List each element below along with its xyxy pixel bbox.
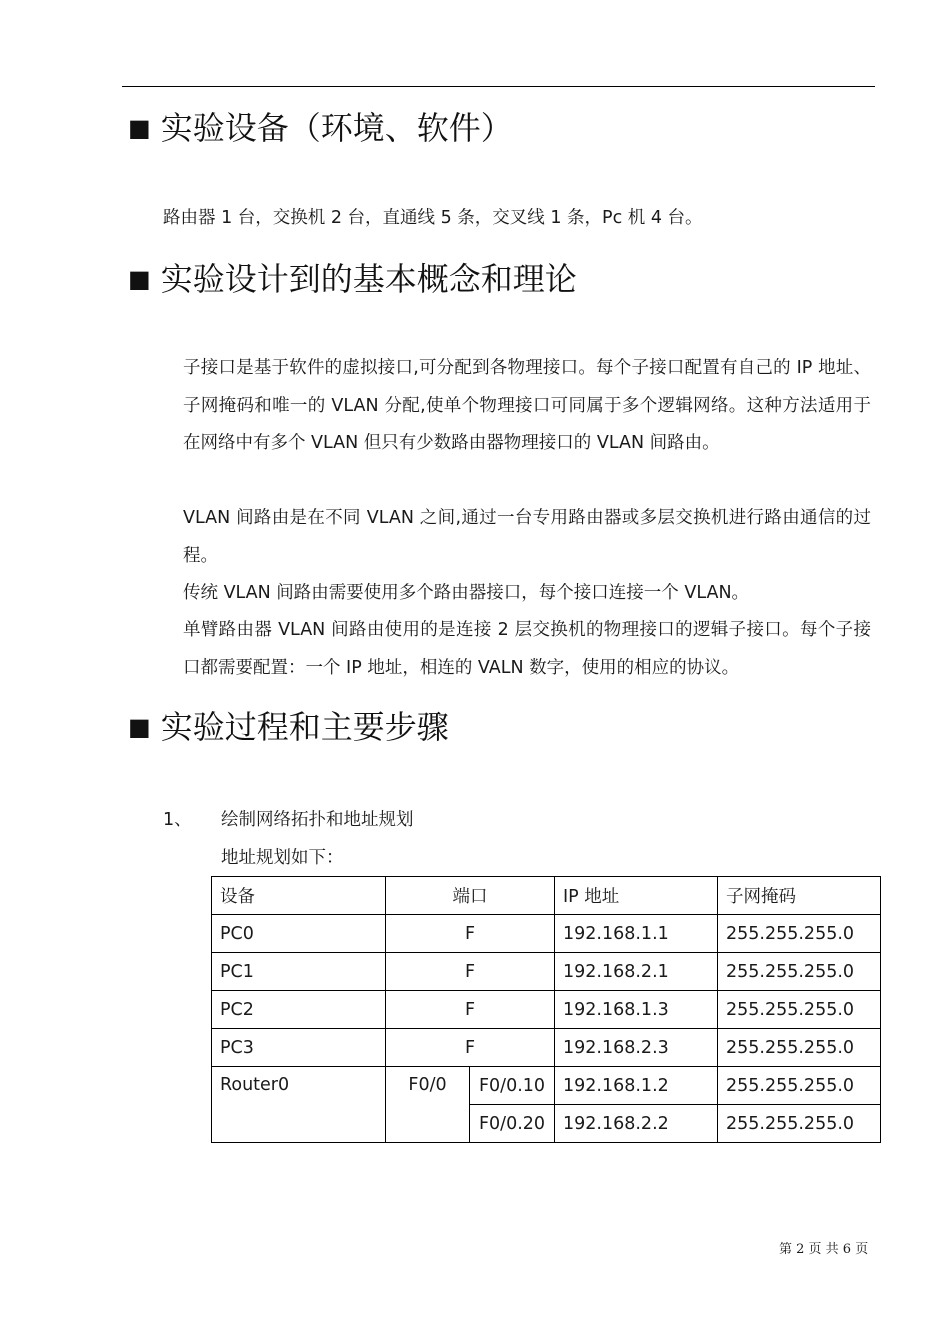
step-text: 绘制网络拓扑和地址规划 <box>221 810 414 830</box>
cell-port: F <box>386 953 555 991</box>
theory-paragraph: 子接口是基于软件的虚拟接口,可分配到各物理接口。每个子接口配置有自己的 IP 地址、子网掩码和唯一的 VLAN 分配,使单个物理接口可同属于多个逻辑网络。这种方法适用于在网络中有多个 VLAN 但只有少数路由器物理接口的 VLAN 间路由。 <box>183 358 871 453</box>
address-plan-table <box>211 876 881 1143</box>
section-title: 实验过程和主要步骤 <box>160 708 449 746</box>
cell-port: F <box>386 991 555 1029</box>
cell-mask: 255.255.255.0 <box>718 953 881 991</box>
cell-device: PC2 <box>212 991 386 1029</box>
cell-ip: 192.168.1.2 <box>555 1067 718 1105</box>
cell-subinterface: F0/0.20 <box>470 1105 555 1143</box>
theory-paragraph: 传统 VLAN 间路由需要使用多个路由器接口，每个接口连接一个 VLAN。 <box>183 583 750 603</box>
cell-device: PC0 <box>212 915 386 953</box>
table-row <box>212 991 881 1029</box>
table-row <box>212 953 881 991</box>
header-rule <box>122 86 875 87</box>
header-device: 设备 <box>212 877 386 915</box>
cell-port: F <box>386 1029 555 1067</box>
cell-ip: 192.168.1.1 <box>555 915 718 953</box>
cell-ip: 192.168.2.2 <box>555 1105 718 1143</box>
cell-ip: 192.168.2.1 <box>555 953 718 991</box>
cell-ip: 192.168.1.3 <box>555 991 718 1029</box>
theory-paragraph: 单臂路由器 VLAN 间路由使用的是连接 2 层交换机的物理接口的逻辑子接口。每个子接口都需要配置：一个 IP 地址，相连的 VALN 数字，使用的相应的协议。 <box>183 620 871 678</box>
cell-subinterface: F0/0.10 <box>470 1067 555 1105</box>
cell-mask: 255.255.255.0 <box>718 915 881 953</box>
cell-device: Router0 <box>212 1067 386 1143</box>
theory-paragraph: VLAN 间路由是在不同 VLAN 之间,通过一台专用路由器或多层交换机进行路由通信的过程。 <box>183 508 871 566</box>
cell-port: F <box>386 915 555 953</box>
cell-port: F0/0 <box>386 1067 470 1143</box>
section-heading-equipment <box>128 108 513 151</box>
square-bullet-icon: ■ <box>128 713 151 741</box>
table-row <box>212 915 881 953</box>
cell-device: PC1 <box>212 953 386 991</box>
page-footer: 第 2 页 共 6 页 <box>779 1242 869 1257</box>
section-heading-procedure <box>128 707 449 750</box>
step-number: 1、 <box>163 810 192 830</box>
section-heading-theory <box>128 259 577 302</box>
square-bullet-icon: ■ <box>128 265 151 293</box>
header-mask: 子网掩码 <box>718 877 881 915</box>
plan-intro: 地址规划如下： <box>221 848 344 868</box>
cell-mask: 255.255.255.0 <box>718 991 881 1029</box>
equipment-text: 路由器 1 台，交换机 2 台，直通线 5 条，交叉线 1 条，Pc 机 4 台。 <box>163 208 703 228</box>
section-title: 实验设计到的基本概念和理论 <box>160 260 577 298</box>
header-ip: IP 地址 <box>555 877 718 915</box>
cell-mask: 255.255.255.0 <box>718 1105 881 1143</box>
square-bullet-icon: ■ <box>128 114 151 142</box>
cell-mask: 255.255.255.0 <box>718 1029 881 1067</box>
table-row <box>212 1029 881 1067</box>
table-row-router <box>212 1067 881 1105</box>
header-port: 端口 <box>386 877 555 915</box>
cell-device: PC3 <box>212 1029 386 1067</box>
cell-mask: 255.255.255.0 <box>718 1067 881 1105</box>
cell-ip: 192.168.2.3 <box>555 1029 718 1067</box>
table-header-row <box>212 877 881 915</box>
section-title: 实验设备（环境、软件） <box>160 109 513 147</box>
